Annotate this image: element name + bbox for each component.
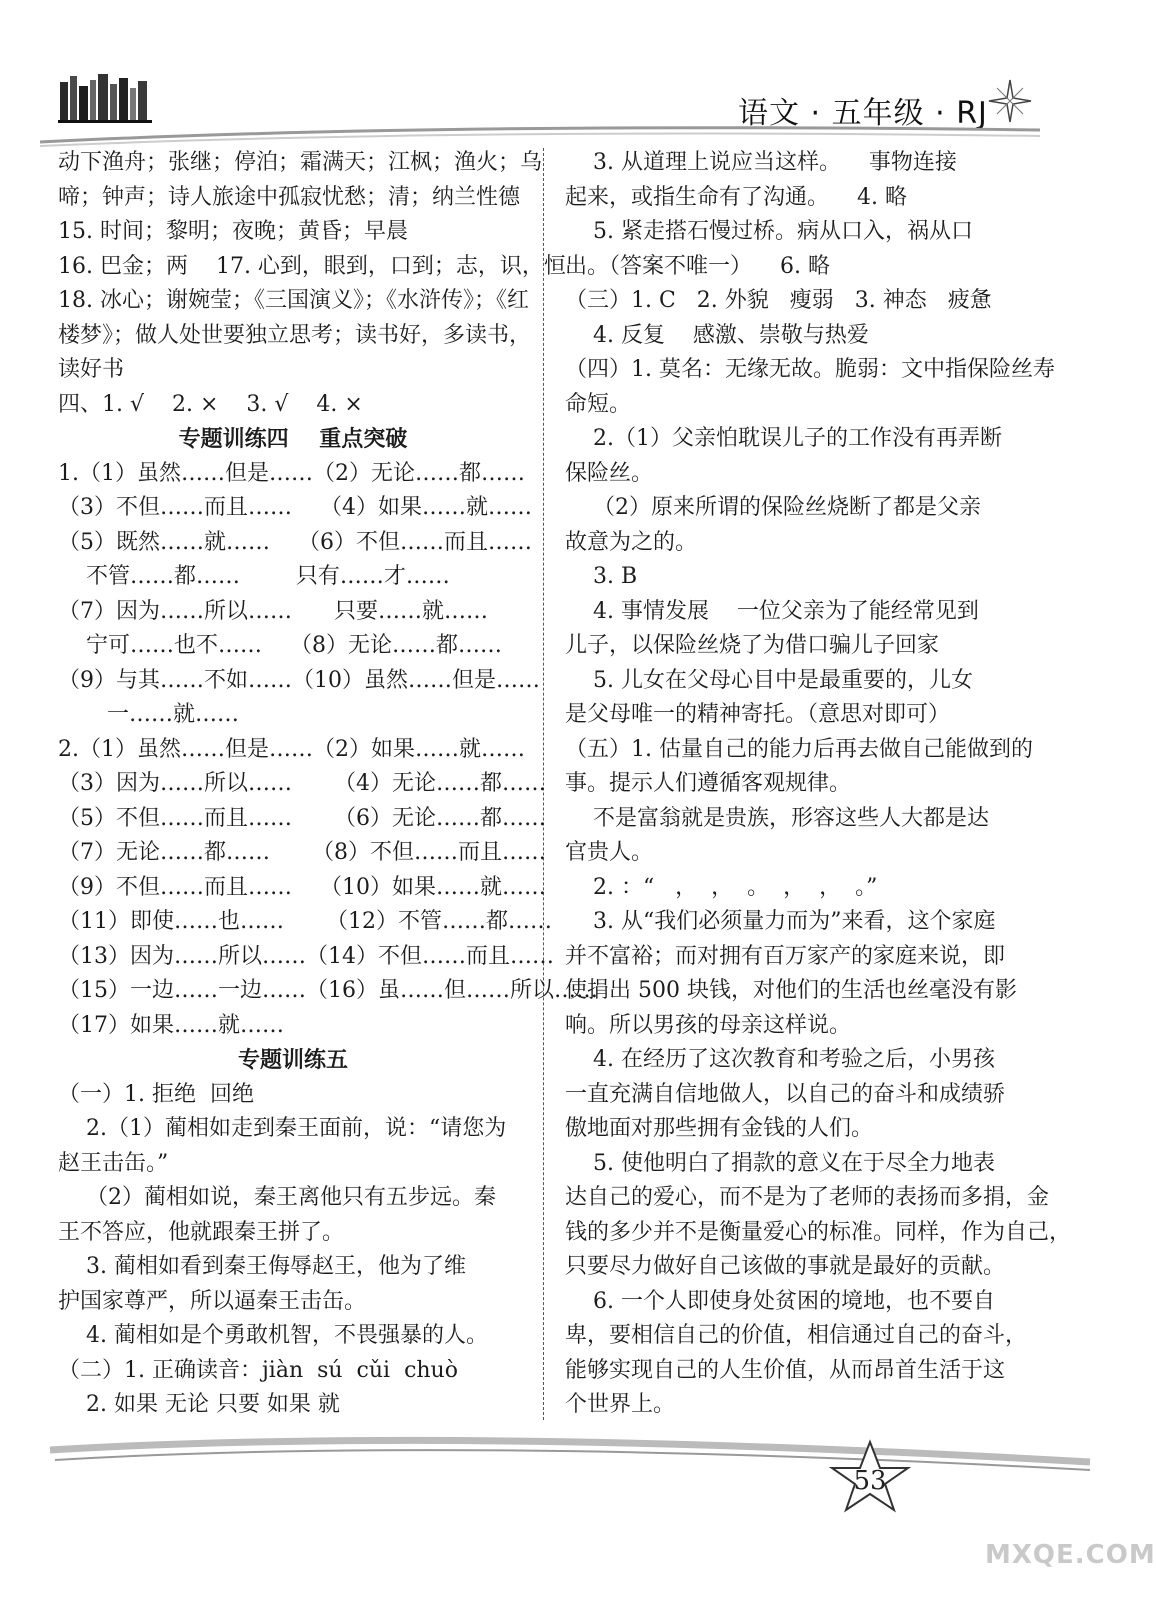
answer-line: 能够实现自己的人生价值，从而昂首生活于这: [565, 1357, 1006, 1383]
answer-line: （2）蔺相如说，秦王离他只有五步远。秦: [58, 1185, 496, 1210]
answer-line: （13）因为……所以……（14）不但……而且……: [58, 943, 554, 969]
answer-line: （3）不但……而且…… （4）如果……就……: [58, 495, 532, 520]
answer-line: （11）即使……也…… （12）不管……都……: [58, 909, 552, 934]
answer-line: 儿子，以保险丝烧了为借口骗儿子回家: [565, 633, 940, 658]
answer-line: （二）1. 正确读音：jiàn sú cǔi chuò: [58, 1357, 458, 1383]
answer-line: 16. 巴金；两 17. 心到，眼到，口到；志，识，恒: [58, 253, 566, 279]
answer-line: 3. 从“我们必须量力而为”来看，这个家庭: [565, 909, 996, 934]
answer-line: （5）既然……就…… （6）不但……而且……: [58, 529, 532, 555]
answer-line: 4. 反复 感激、崇敬与热爱: [565, 322, 869, 348]
section-heading: 专题训练四 重点突破: [178, 426, 408, 452]
answer-line: 一……就……: [58, 702, 239, 727]
answer-line: （三）1. C 2. 外貌 瘦弱 3. 神态 疲惫: [565, 288, 992, 313]
answer-line: 傲地面对那些拥有金钱的人们。: [565, 1116, 874, 1141]
answer-line: 使捐出 500 块钱，对他们的生活也丝毫没有影: [565, 978, 1017, 1003]
answer-line: 是父母唯一的精神寄托。（意思对即可）: [565, 702, 951, 727]
footer-swoosh-rule: [0, 1420, 1134, 1500]
answer-line: 赵王击缶。”: [58, 1150, 169, 1176]
header-swoosh-rule: [40, 118, 1040, 148]
page-footer: [0, 1420, 1156, 1600]
section-heading: 专题训练五: [237, 1047, 348, 1073]
page-number: 53: [853, 1466, 887, 1496]
answer-line: 4. 在经历了这次教育和考验之后，小男孩: [565, 1047, 995, 1072]
answer-line: 15. 时间；黎明；夜晚；黄昏；早晨: [58, 219, 408, 244]
answer-line: 四、1. √ 2. × 3. √ 4. ×: [58, 391, 363, 417]
answer-line: 4. 事情发展 一位父亲为了能经常见到: [565, 598, 979, 624]
answer-line: 命短。: [565, 391, 632, 417]
answer-line: 4. 蔺相如是个勇敢机智，不畏强暴的人。: [58, 1323, 488, 1348]
answer-line: （3）因为……所以…… （4）无论……都……: [58, 771, 546, 796]
answer-line: 宁可……也不…… （8）无论……都……: [58, 633, 502, 658]
answer-line: 18. 冰心；谢婉莹；《三国演义》；《水浒传》；《红: [58, 288, 529, 313]
answer-line: 2. ：“ ， ， 。 ， ， 。”: [565, 874, 878, 900]
answer-line: 事。提示人们遵循客观规律。: [565, 771, 852, 796]
answer-line: 个世界上。: [565, 1392, 676, 1417]
answer-line: 故意为之的。: [565, 529, 698, 555]
answer-line: 并不富裕；而对拥有百万家产的家庭来说，即: [565, 943, 1006, 969]
right-column: [565, 146, 1072, 1423]
answer-line: 2.（1）父亲怕耽误儿子的工作没有再弄断: [565, 426, 1002, 451]
answer-line: 不是富翁就是贵族，形容这些人大都是达: [565, 805, 989, 831]
answer-line: 5. 紧走搭石慢过桥。病从口入，祸从口: [565, 219, 973, 244]
answer-line: （5）不但……而且…… （6）无论……都……: [58, 805, 546, 831]
answer-line: 3. B: [565, 564, 638, 589]
answer-line: 达自己的爱心，而不是为了老师的表扬而多捐，金: [565, 1185, 1050, 1210]
answer-line: 不管……都…… 只有……才……: [58, 564, 450, 589]
answer-line: 保险丝。: [565, 460, 654, 486]
answer-line: 啼；钟声；诗人旅途中孤寂忧愁；清；纳兰性德: [58, 184, 521, 210]
answer-line: 只要尽力做好自己该做的事就是最好的贡献。: [565, 1254, 1006, 1279]
answer-line: （2）原来所谓的保险丝烧断了都是父亲: [565, 495, 981, 520]
answer-line: 5. 儿女在父母心目中是最重要的，儿女: [565, 667, 973, 693]
page-header: [0, 0, 1134, 150]
answer-line: 官贵人。: [565, 840, 654, 865]
answer-line: （一）1. 拒绝 回绝: [58, 1081, 254, 1107]
answer-line: （7）因为……所以…… 只要……就……: [58, 598, 488, 624]
answer-line: 王不答应，他就跟秦王拼了。: [58, 1219, 345, 1245]
answer-line: 一直充满自信地做人，以自己的奋斗和成绩骄: [565, 1081, 1006, 1107]
answer-line: 护国家尊严，所以逼秦王击缶。: [58, 1288, 367, 1314]
answer-line: （7）无论……都…… （8）不但……而且……: [58, 840, 546, 865]
answer-line: 6. 一个人即使身处贫困的境地，也不要自: [565, 1288, 995, 1314]
header-title: 语文 · 五年级 · RJ: [738, 96, 988, 131]
answer-line: 3. 蔺相如看到秦王侮辱赵王，他为了维: [58, 1254, 466, 1279]
answer-line: 楼梦》；做人处世要独立思考；读书好，多读书，: [58, 322, 532, 348]
answer-line: （15）一边……一边……（16）虽……但……所以……: [58, 978, 598, 1003]
answer-line: 动下渔舟；张继；停泊；霜满天；江枫；渔火；乌: [58, 150, 543, 175]
answer-line: 5. 使他明白了捐款的意义在于尽全力地表: [565, 1150, 995, 1176]
answer-line: 2. 如果 无论 只要 如果 就: [58, 1392, 340, 1417]
answer-line: （9）与其……不如……（10）虽然……但是……: [58, 667, 540, 693]
watermark: MXQE.COM: [985, 1540, 1156, 1570]
answer-line: （9）不但……而且…… （10）如果……就……: [58, 874, 546, 900]
answer-line: 读好书: [58, 357, 125, 382]
answer-line: 出。（答案不唯一） 6. 略: [565, 253, 830, 279]
answer-line: 3. 从道理上说应当这样。 事物连接: [565, 150, 957, 175]
answer-line: 1.（1）虽然……但是……（2）无论……都……: [58, 460, 525, 486]
answer-line: 卑，要相信自己的价值，相信通过自己的奋斗，: [565, 1323, 1028, 1348]
answer-line: 2.（1）蔺相如走到秦王面前，说：“请您为: [58, 1116, 507, 1141]
answer-line: （五）1. 估量自己的能力后再去做自己能做到的: [565, 736, 1033, 762]
answer-line: 响。所以男孩的母亲这样说。: [565, 1012, 852, 1038]
answer-line: （17）如果……就……: [58, 1012, 284, 1038]
left-column: [58, 146, 598, 1423]
answer-line: 2.（1）虽然……但是……（2）如果……就……: [58, 736, 525, 762]
books-icon: [58, 72, 158, 124]
answer-line: 钱的多少并不是衡量爱心的标准。同样，作为自己，: [565, 1219, 1072, 1245]
answer-line: （四）1. 莫名：无缘无故。脆弱：文中指保险丝寿: [565, 357, 1055, 382]
answer-line: 起来，或指生命有了沟通。 4. 略: [565, 184, 907, 210]
